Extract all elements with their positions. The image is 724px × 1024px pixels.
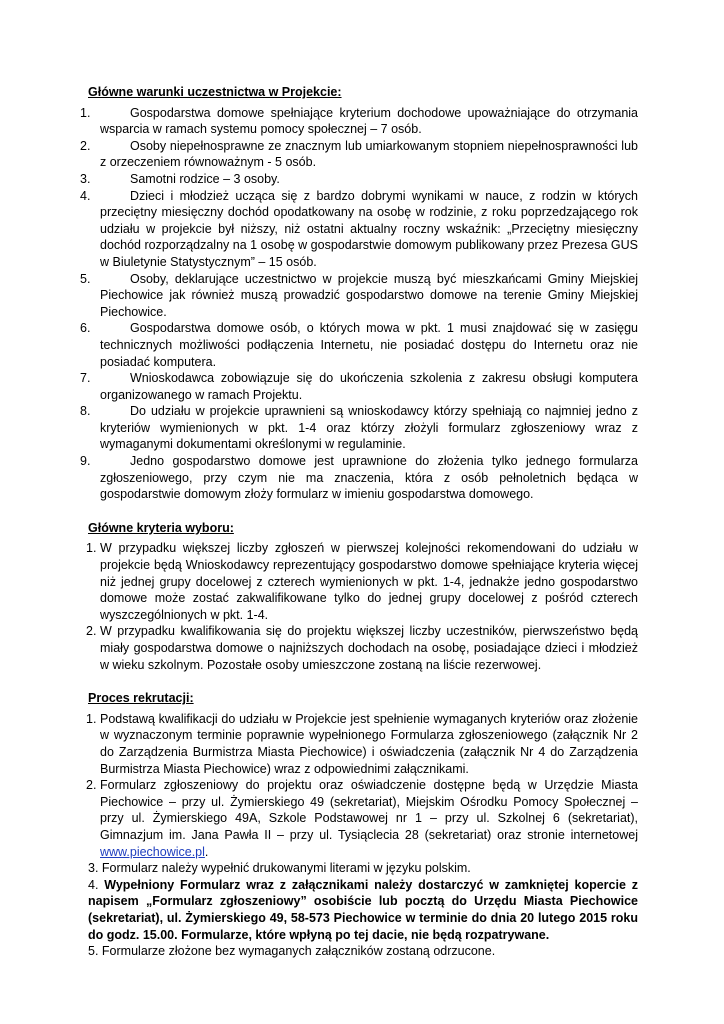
- list-number: 3.: [88, 861, 99, 876]
- list-item: [80, 271, 638, 321]
- list-item: [80, 540, 638, 623]
- list-number: 5.: [80, 271, 91, 286]
- list-text-bold: Wypełniony Formularz wraz z załącznikami należy dostarczyć w zamkniętej kopercie z napisem „Formularz zgłoszeniowy” osobiście lub pocztą do Urzędu Miasta Piechowice (sekretariat), ul. Żymierskiego 49, 58-573 Piechowice w terminie do dnia 20 lutego 2015 roku do godz. 15.00. Formularze, które wpłyną po tej dacie, nie będą rozpatrywane.: [88, 877, 638, 942]
- list-number: 7.: [80, 371, 91, 386]
- list-item: [80, 453, 638, 503]
- list-number: 2.: [86, 778, 97, 793]
- criteria-list: [80, 540, 638, 673]
- list-item: [80, 711, 638, 777]
- list-item: [80, 943, 638, 960]
- section-title-conditions: Główne warunki uczestnictwa w Projekcie:: [88, 85, 342, 99]
- list-text-end: .: [204, 844, 209, 859]
- website-link[interactable]: www.piechowice.pl: [100, 844, 205, 859]
- list-number: 9.: [80, 454, 91, 469]
- list-item: [80, 370, 638, 403]
- list-text: Podstawą kwalifikacji do udziału w Projekcie jest spełnienie wymaganych kryteriów oraz złożenie w wyznaczonym terminie poprawnie wypełnionego Formularza zgłoszeniowego (załącznik Nr 2 do Zarządzenia Burmistrza Miasta Piechowice) i oświadczenia (załącznik Nr 4 do Zarządzenia Burmistrza Miasta Piechowice) wraz z odpowiednimi załącznikami.: [100, 711, 638, 776]
- list-text: Formularz należy wypełnić drukowanymi literami w języku polskim.: [101, 861, 471, 876]
- section-title-criteria: Główne kryteria wyboru:: [88, 520, 234, 535]
- list-text: Samotni rodzice – 3 osoby.: [130, 171, 280, 186]
- list-text: W przypadku większej liczby zgłoszeń w pierwszej kolejności rekomendowani do udziału w projekcie będą Wnioskodawcy reprezentujący gospodarstwo domowe spełniające kryteria więcej niż jednej grupy docelowej z czterech wymienionych w pkt. 1-4, jednakże jedno gospodarstwo domowe może zostać zakwalifikowane tylko do jednej grupy docelowej z pośród czterech wyszczególnionych w pkt. 1-4.: [100, 541, 638, 622]
- list-item: [80, 860, 638, 877]
- list-item: [80, 105, 638, 138]
- list-text: Dzieci i młodzież ucząca się z bardzo dobrymi wynikami w nauce, z rodzin w których przeciętny miesięczny dochód opodatkowany na osobę w rodzinie, z roku poprzedzającego rok udziału w projekcie był niższy, niż ostatni aktualny roczny wskaźnik: „Przeciętny miesięczny dochód rozporządzalny na 1 osobę w gospodarstwie domowym publikowany przez Prezesa GUS w Biuletynie Statystycznym” – 15 osób.: [100, 188, 638, 269]
- section-title-recruitment: Proces rekrutacji:: [88, 691, 194, 706]
- list-item: [80, 403, 638, 453]
- list-number: 5.: [88, 944, 99, 959]
- list-text: Jedno gospodarstwo domowe jest uprawnione do złożenia tylko jednego formularza zgłoszeniowego, przy czym nie ma znaczenia, która z osób pełnoletnich będąca w gospodarstwie domowym złoży formularz w imieniu gospodarstwa domowego.: [100, 454, 638, 502]
- list-text: Do udziału w projekcie uprawnieni są wnioskodawcy którzy spełniają co najmniej jedno z kryteriów wymienionych w pkt. 1-4 oraz którzy złożyli formularz zgłoszeniowy wraz z wymaganymi dokumentami określonymi w regulaminie.: [100, 404, 638, 452]
- list-item: [80, 877, 638, 943]
- list-number: 4.: [80, 188, 91, 203]
- list-text: Wnioskodawca zobowiązuje się do ukończenia szkolenia z zakresu obsługi komputera organizowanego w ramach Projektu.: [100, 371, 638, 402]
- list-item: [80, 188, 638, 271]
- list-number: 3.: [80, 171, 91, 186]
- list-item: [80, 320, 638, 370]
- list-number: 2.: [80, 138, 91, 153]
- document-body: [80, 84, 638, 960]
- list-text: Formularze złożone bez wymaganych załączników zostaną odrzucone.: [101, 944, 496, 959]
- list-text: Osoby, deklarujące uczestnictwo w projekcie muszą być mieszkańcami Gminy Miejskiej Piechowice jak również muszą prowadzić gospodarstwo domowe na terenie Gminy Miejskiej Piechowice.: [100, 271, 638, 319]
- list-number: 2.: [86, 624, 97, 639]
- list-item: [80, 777, 638, 860]
- list-number: 4.: [88, 877, 99, 892]
- conditions-list: [80, 105, 638, 503]
- list-text: W przypadku kwalifikowania się do projektu większej liczby uczestników, pierwszeństwo będą miały gospodarstwa domowe o najniższych dochodach na osobę, posiadające dzieci i młodzież w wieku szkolnym. Pozostałe osoby umieszczone zostaną na liście rezerwowej.: [100, 624, 638, 672]
- recruitment-list: [80, 711, 638, 960]
- list-text: Formularz zgłoszeniowy do projektu oraz oświadczenie dostępne będą w Urzędzie Miasta Piechowice – przy ul. Żymierskiego 49 (sekretariat), Miejskim Ośrodku Pomocy Społecznej – przy ul. Żymierskiego 49A, Szkole Podstawowej nr 1 – przy ul. Szkolnej 6 (sekretariat), Gimnazjum im. Jana Pawła II – przy ul. Tysiąclecia 28 (sekretariat) oraz stronie internetowej: [100, 778, 638, 842]
- list-item: [80, 623, 638, 673]
- list-item: [80, 171, 638, 188]
- list-number: 1.: [86, 541, 97, 556]
- list-text: Gospodarstwa domowe spełniające kryterium dochodowe upoważniające do otrzymania wsparcia w ramach systemu pomocy społecznej – 7 osób.: [100, 105, 638, 137]
- list-number: 6.: [80, 321, 91, 336]
- list-number: 1.: [86, 711, 97, 726]
- list-number: 8.: [80, 404, 91, 419]
- list-text: Osoby niepełnosprawne ze znacznym lub umiarkowanym stopniem niepełnosprawności lub z orzeczeniem równoważnym - 5 osób.: [100, 138, 638, 170]
- list-text: Gospodarstwa domowe osób, o których mowa w pkt. 1 musi znajdować się w zasięgu technicznych możliwości podłączenia Internetu, nie posiadać dostępu do Internetu oraz nie posiadać komputera.: [100, 321, 638, 369]
- list-number: 1.: [80, 105, 91, 120]
- list-item: [80, 138, 638, 171]
